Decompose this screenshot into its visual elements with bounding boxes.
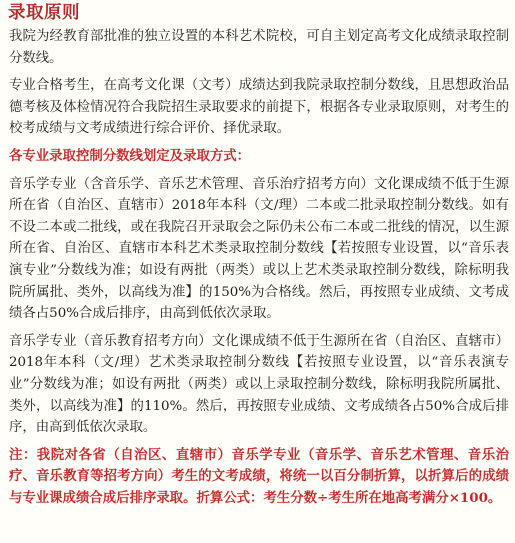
intro-paragraph: 我院为经教育部批准的独立设置的本科艺术院校，可自主划定高考文化成绩录取控制分数线。 [9, 29, 509, 66]
page-title: 录取原则 [8, 3, 80, 23]
qualified-candidates-paragraph: 专业合格考生，在高考文化课（文考）成绩达到我院录取控制分数线，且思想政治品德考核及体检情况符合我院招生录取要求的前提下，根据各专业录取原则，对考生的校考成绩与文考成绩进行综合评价、择优录取。 [9, 78, 509, 137]
musicology-rule-paragraph: 音乐学专业（含音乐学、音乐艺术管理、音乐治疗招考方向）文化课成绩不低于生源所在省（自治区、直辖市）2018年本科（文/理）二本或二批录取控制分数线。如有不设二本或二批线，或在我院召开录取会之际仍未公布二本或二批线的情况，以生源所在省、自治区、直辖市本科艺术类录取控制分数线【若按照专业设置，以“音乐表演专业”分数线为准；如设有两批（两类）或以上艺术类录取控制分数线，除标明我院所属批、类外，以高线为准】的150%为合格线。然后，再按照专业成绩、文考成绩各占50%合成后排序，由高到低依次录取。 [9, 176, 509, 322]
music-education-rule-paragraph: 音乐学专业（音乐教育招考方向）文化课成绩不低于生源所在省（自治区、直辖市）2018年本科（文/理）艺术类录取控制分数线【若按照专业设置，以“音乐表演专业”分数线为准；如设有两批（两类）或以上录取控制分数线，除标明我院所属批、类外，以高线为准】的110%。然后，再按照专业成绩、文考成绩各占50%合成后排序，由高到低依次录取。 [9, 333, 509, 436]
conversion-note: 注：我院对各省（自治区、直辖市）音乐学专业（音乐学、音乐艺术管理、音乐治疗、音乐教育等招考方向）考生的文考成绩，将统一以百分制折算，以折算后的成绩与专业课成绩合成后排序录取。折算公式：考生分数÷考生所在地高考满分×100。 [9, 446, 509, 506]
section-subheading: 各专业录取控制分数线划定及录取方式： [9, 147, 251, 164]
